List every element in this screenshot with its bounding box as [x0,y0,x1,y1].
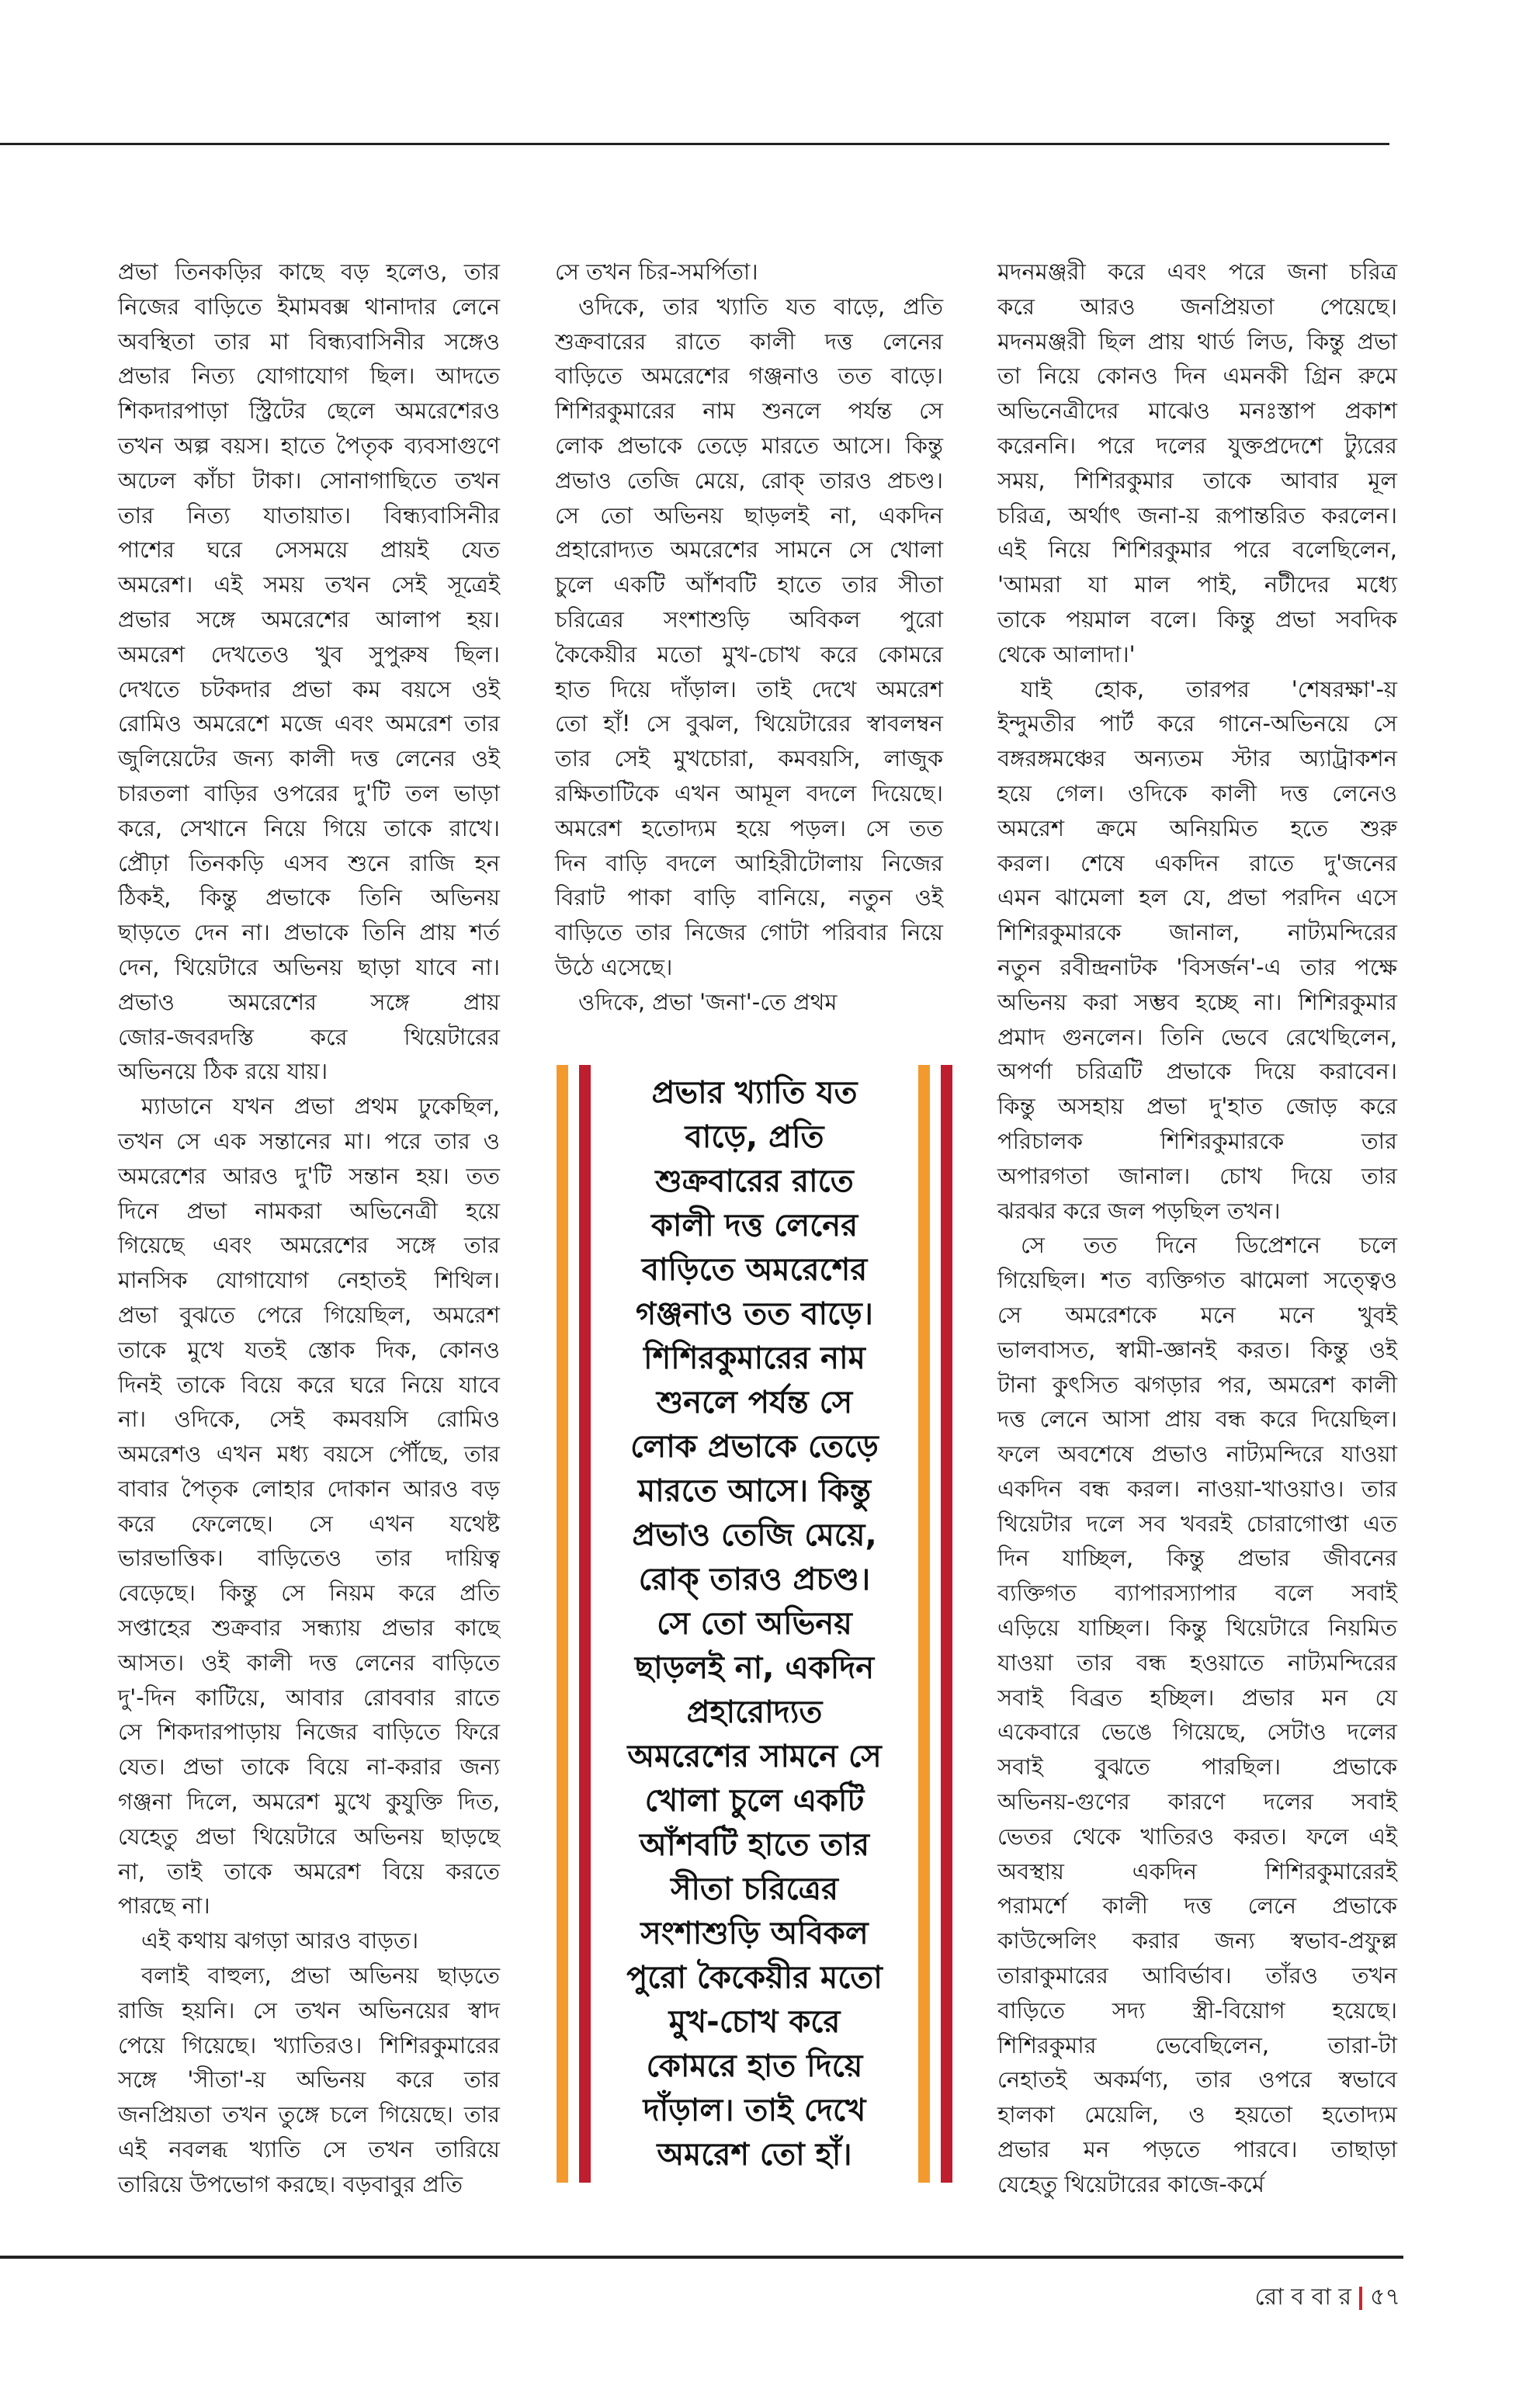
text-line: অভিনয়-গুণের কারণে দলের সবাই [997,1788,1397,1816]
pull-quote-orange-bar-left [557,1065,568,2183]
text-line: অমরেশ হতোদ্যম হয়ে পড়ল। সে তত [555,814,943,841]
text-line: তা নিয়ে কোনও দিন এমনকী গ্রিন রুমে [997,362,1397,390]
pull-quote-line: শুনলে পর্যন্ত সে [656,1385,853,1420]
text-line: চারতলা বাড়ির ওপরের দু'টি তল ভাড়া [118,779,500,806]
text-line: তারিয়ে উপভোগ করছে। বড়বাবুর প্রতি [118,2170,463,2197]
text-line: সময়, শিশিরকুমার তাকে আবার মূল [997,466,1397,494]
text-line: লোক প্রভাকে তেড়ে মারতে আসে। কিন্তু [555,432,943,459]
text-line: মানসিক যোগাযোগ নেহাতই শিথিল। [118,1267,500,1294]
text-line: মদনমঞ্জরী ছিল প্রায় থার্ড লিড, কিন্তু প্রভা [997,328,1397,355]
text-line: শুক্রবারের রাতে কালী দত্ত লেনের [555,328,943,355]
text-line: গিয়েছে এবং অমরেশের সঙ্গে তার [118,1232,500,1259]
text-line: শিশিরকুমারকে জানাল, নাট্যমন্দিরের [997,919,1397,946]
text-line: সবাই বিব্রত হচ্ছিল। প্রভার মন যে [997,1684,1397,1711]
text-line: নেহাতই অকর্মণ্য, তার ওপরে স্বভাবে [997,2066,1397,2093]
text-line: অবস্থিতা তার মা বিন্ধ্যবাসিনীর সঙ্গেও [118,328,500,355]
text-line: সে তো অভিনয় ছাড়লই না, একদিন [555,501,943,529]
pull-quote-orange-bar-right [918,1065,930,2183]
text-line: প্রহারোদ্যত অমরেশের সামনে সে খোলা [555,536,943,564]
text-line: কাউন্সেলিং করার জন্য স্বভাব-প্রফুল্ল [997,1927,1397,1954]
text-line: সে তখন চির-সমর্পিতা। [555,258,758,285]
text-line: একদিন বন্ধ করল। নাওয়া-খাওয়াও। তার [997,1475,1397,1502]
text-line: হালকা মেয়েলি, ও হয়তো হতোদ্যম [997,2101,1397,2128]
text-line: এই কথায় ঝগড়া আরও বাড়ত। [141,1927,419,1954]
text-line: ছাড়তে দেন না। প্রভাকে তিনি প্রায় শর্ত [118,919,500,946]
text-line: তাকে পয়মাল বলে। কিন্তু প্রভা সবদিক [997,605,1397,633]
text-line: প্রৌঢ়া তিনকড়ি এসব শুনে রাজি হন [118,849,500,876]
text-line: পরিচালক শিশিরকুমারকে তার [997,1127,1397,1154]
text-line: প্রভা বুঝতে পেরে গিয়েছিল, অমরেশ [118,1301,500,1328]
text-line: জনপ্রিয়তা তখন তুঙ্গে চলে গিয়েছে। তার [118,2101,500,2128]
text-line: হাত দিয়ে দাঁড়াল। তাই দেখে অমরেশ [555,675,943,702]
paragraph [118,255,500,1089]
text-line: অমরেশ। এই সময় তখন সেই সূত্রেই [118,571,500,598]
text-line: অপর্ণা চরিত্রটি প্রভাকে দিয়ে করাবেন। [997,1058,1397,1085]
text-line: ভালবাসত, স্বামী-জ্ঞানই করত। কিন্তু ওই [997,1336,1397,1363]
text-line: সে তত দিনে ডিপ্রেশনে চলে [1021,1232,1397,1259]
text-line: প্রভা তিনকড়ির কাছে বড় হলেও, তার [118,258,500,285]
text-line: ভেতর থেকে খাতিরও করত। ফলে এই [997,1822,1397,1850]
pull-quote-red-bar-right [941,1065,952,2183]
pull-quote-line: প্রভাও তেজি মেয়ে, [632,1517,877,1553]
pull-quote [557,1065,952,2183]
text-line: পাশের ঘরে সেসময়ে প্রায়ই যেত [118,536,500,564]
text-line: বলাই বাহুল্য, প্রভা অভিনয় ছাড়তে [141,1962,500,1989]
text-line: জুলিয়েটের জন্য কালী দত্ত লেনের ওই [118,745,500,772]
text-line: চরিত্র, অর্থাৎ জনা-য় রূপান্তরিত করলেন। [997,501,1397,529]
text-line: বঙ্গরঙ্গমঞ্চের অন্যতম স্টার অ্যাট্রাকশন [997,745,1397,772]
text-line: কিন্তু অসহায় প্রভা দু'হাত জোড় করে [997,1093,1397,1120]
text-line: পরামর্শে কালী দত্ত লেনে প্রভাকে [997,1892,1397,1920]
text-line: অমরেশ ক্রমে অনিয়মিত হতে শুরু [997,814,1397,841]
paragraph [555,290,943,985]
text-line: করল। শেষে একদিন রাতে দু'জনের [997,849,1397,876]
pull-quote-line: লোক প্রভাকে তেড়ে [630,1429,879,1465]
pull-quote-line: বাড়ে, প্রতি [685,1119,824,1155]
pull-quote-line: মুখ-চোখ করে [668,2004,841,2040]
text-line: প্রভার নিত্য যোগাযোগ ছিল। আদতে [118,362,500,390]
text-line: আসত। ওই কালী দত্ত লেনের বাড়িতে [118,1649,500,1676]
text-line: যাওয়া তার বন্ধ হওয়াতে নাট্যমন্দিরের [997,1649,1397,1676]
pull-quote-line: প্রহারোদ্যত [686,1694,823,1730]
text-line: গঞ্জনা দিলে, অমরেশ মুখে কুযুক্তি দিত, [118,1788,500,1816]
text-line: রক্ষিতাটিকে এখন আমূল বদলে দিয়েছে। [555,779,943,806]
pull-quote-line: সীতা চরিত্রের [671,1871,838,1907]
text-line: বিরাট পাকা বাড়ি বানিয়ে, নতুন ওই [555,884,943,911]
paragraph [118,1089,500,1923]
text-line: তখন সে এক সন্তানের মা। পরে তার ও [118,1127,500,1154]
text-line: দিন যাচ্ছিল, কিন্তু প্রভার জীবনের [997,1545,1397,1572]
text-line: নতুন রবীন্দ্রনাটক 'বিসর্জন'-এ তার পক্ষে [997,953,1397,980]
text-line: দেন, থিয়েটারে অভিনয় ছাড়া যাবে না। [118,953,500,980]
pull-quote-red-bar-left [579,1065,591,2183]
pull-quote-line: কোমরে হাত দিয়ে [646,2048,863,2084]
text-line: অপারগতা জানাল। চোখ দিয়ে তার [997,1162,1397,1189]
text-line: রোমিও অমরেশে মজে এবং অমরেশ তার [118,710,500,737]
publication-name: রো ব বা র [1254,2284,1352,2311]
text-line: বেড়েছে। কিন্তু সে নিয়ম করে প্রতি [118,1580,500,1607]
text-line: অভিনয় করা সম্ভব হচ্ছে না। শিশিরকুমার [997,988,1397,1015]
pull-quote-line: ছাড়লই না, একদিন [634,1650,875,1686]
text-line: তখন অল্প বয়স। হাতে পৈতৃক ব্যবসাগুণে [118,432,500,459]
text-line: শিশিরকুমারের নাম শুনলে পর্যন্ত সে [555,397,943,425]
text-line: থেকে আলাদা।' [997,640,1136,668]
paragraph [997,255,1397,672]
text-line: অমরেশের আরও দু'টি সন্তান হয়। তত [118,1162,500,1189]
text-line: সে শিকদারপাড়ায় নিজের বাড়িতে ফিরে [118,1718,500,1746]
top-rule [0,143,1389,145]
text-line: পারছে না। [118,1892,210,1920]
text-line: বাড়িতে সদ্য স্ত্রী-বিয়োগ হয়েছে। [997,1996,1397,2024]
pull-quote-line: খোলা চুলে একটি [644,1783,865,1819]
paragraph [555,985,943,1020]
text-line: শিকদারপাড়া স্ট্রিটের ছেলে অমরেশেরও [118,397,500,425]
text-line: ফলে অবশেষে প্রভাও নাট্যমন্দিরে যাওয়া [997,1441,1397,1468]
pull-quote-line: রোক্ তারও প্রচণ্ড। [638,1562,871,1597]
text-line: নিজের বাড়িতে ইমামবক্স থানাদার লেনে [118,293,500,320]
text-line: করে ফেলেছে। সে এখন যথেষ্ট [118,1510,500,1537]
paragraph [118,1923,500,1958]
pull-quote-line: অমরেশের সামনে সে [627,1739,882,1774]
text-line: সে অমরেশকে মনে মনে খুবই [997,1301,1397,1328]
pull-quote-line: মারতে আসে। কিন্তু [637,1473,872,1509]
text-line: সপ্তাহের শুক্রবার সন্ধ্যায় প্রভার কাছে [118,1614,500,1642]
text-line: টানা কুৎসিত ঝগড়ার পর, অমরেশ কালী [997,1371,1397,1398]
text-line: অভিনয়ে ঠিক রয়ে যায়। [118,1058,328,1085]
text-line: শিশিরকুমার ভেবেছিলেন, তারা-টা [997,2031,1397,2058]
text-line: গিয়েছিল। শত ব্যক্তিগত ঝামেলা সত্ত্বেও [997,1267,1397,1294]
text-line: চরিত্রের সংশাশুড়ি অবিকল পুরো [555,605,943,633]
text-line: হয়ে গেল। ওদিকে কালী দত্ত লেনেও [997,779,1397,806]
text-line: ভারভাত্তিক। বাড়িতেও তার দায়িত্ব [118,1545,500,1572]
text-line: ওদিকে, প্রভা 'জনা'-তে প্রথম [578,988,838,1015]
text-line: এড়িয়ে যাচ্ছিল। কিন্তু থিয়েটারে নিয়মিত [997,1614,1397,1642]
text-line: ঠিকই, কিন্তু প্রভাকে তিনি অভিনয় [118,884,500,911]
text-column-3 [997,255,1397,2202]
text-line: দেখতে চটকদার প্রভা কম বয়সে ওই [118,675,500,702]
text-column-2 [555,255,943,1020]
text-line: যেত। প্রভা তাকে বিয়ে না-করার জন্য [118,1753,500,1781]
text-line: জোর-জবরদস্তি করে থিয়েটারের [118,1023,500,1050]
paragraph [997,1228,1397,2201]
text-line: প্রমাদ গুনলেন। তিনি ভেবে রেখেছিলেন, [997,1023,1397,1050]
text-line: তার সেই মুখচোরা, কমবয়সি, লাজুক [555,745,943,772]
text-line: দিন বাড়ি বদলে আহিরীটোলায় নিজের [555,849,943,876]
text-line: বাড়িতে তার নিজের গোটা পরিবার নিয়ে [555,919,943,946]
paragraph [555,255,943,290]
page-footer [1254,2278,1400,2318]
text-line: প্রভাও অমরেশের সঙ্গে প্রায় [118,988,500,1015]
pull-quote-line: কালী দত্ত লেনের [650,1208,858,1243]
footer-separator [1359,2287,1362,2310]
bottom-rule [0,2256,1403,2259]
paragraph [118,1958,500,2202]
text-line: ঝরঝর করে জল পড়ছিল তখন। [997,1197,1281,1224]
text-line: উঠে এসেছে। [555,953,673,980]
text-column-1 [118,255,500,2202]
text-line: যেহেতু থিয়েটারের কাজে-কর্মে [997,2170,1264,2197]
pull-quote-line: বাড়িতে অমরেশের [641,1252,868,1288]
text-line: অভিনেত্রীদের মাঝেও মনঃস্তাপ প্রকাশ [997,397,1397,425]
text-line: বাড়িতে অমরেশের গঞ্জনাও তত বাড়ে। [555,362,943,390]
text-line: অবস্থায় একদিন শিশিরকুমারেরই [997,1857,1397,1885]
text-line: তারাকুমারের আবির্ভাব। তাঁরও তখন [997,1962,1397,1989]
pull-quote-line: সংশাশুড়ি অবিকল [640,1916,869,1951]
text-line: অমরেশ দেখতেও খুব সুপুরুষ ছিল। [118,640,500,668]
text-line: তাকে মুখে যতই স্তোক দিক, কোনও [118,1336,500,1363]
text-line: কৈকেয়ীর মতো মুখ-চোখ করে কোমরে [555,640,943,668]
text-line: চুলে একটি আঁশবটি হাতে তার সীতা [555,571,943,598]
text-line: অঢেল কাঁচা টাকা। সোনাগাছিতে তখন [118,466,500,494]
text-line: অমরেশও এখন মধ্য বয়সে পৌঁছে, তার [118,1441,500,1468]
text-line: দিনে প্রভা নামকরা অভিনেত্রী হয়ে [118,1197,500,1224]
pull-quote-line: শুক্রবারের রাতে [655,1164,854,1199]
pull-quote-line: গঞ্জনাও তত বাড়ে। [636,1296,873,1332]
text-line: করে, সেখানে নিয়ে গিয়ে তাকে রাখে। [118,814,500,841]
text-line: তো হাঁ! সে বুঝল, থিয়েটারের স্বাবলম্বন [555,710,943,737]
text-line: এমন ঝামেলা হল যে, প্রভা পরদিন এসে [997,884,1397,911]
text-line: বাবার পৈতৃক লোহার দোকান আরও বড় [118,1475,500,1502]
text-line: সঙ্গে 'সীতা'-য় অভিনয় করে তার [118,2066,500,2093]
pull-quote-line: পুরো কৈকেয়ীর মতো [626,1960,883,1996]
pull-quote-text [595,1071,914,2177]
text-line: যেহেতু প্রভা থিয়েটারে অভিনয় ছাড়ছে [118,1822,500,1850]
text-line: দু'-দিন কাটিয়ে, আবার রোববার রাতে [118,1684,500,1711]
text-line: সবাই বুঝতে পারছিল। প্রভাকে [997,1753,1397,1781]
pull-quote-line: আঁশবটি হাতে তার [640,1827,869,1863]
text-line: ওদিকে, তার খ্যাতি যত বাড়ে, প্রতি [578,293,943,320]
text-line: ইন্দুমতীর পার্ট করে গানে-অভিনয়ে সে [997,710,1397,737]
text-line: পেয়ে গিয়েছে। খ্যাতিরও। শিশিরকুমারের [118,2031,500,2058]
pull-quote-line: দাঁড়াল। তাই দেখে [643,2093,866,2128]
text-line: যাই হোক, তারপর 'শেষরক্ষা'-য় [1021,675,1397,702]
text-line: তার নিত্য যাতায়াত। বিন্ধ্যবাসিনীর [118,501,500,529]
text-line: 'আমরা যা মাল পাই, নটীদের মধ্যে [997,571,1397,598]
paragraph [997,672,1397,1229]
text-line: প্রভার মন পড়তে পারবে। তাছাড়া [997,2136,1397,2163]
text-line: এই নিয়ে শিশিরকুমার পরে বলেছিলেন, [997,536,1397,564]
text-line: এই নবলব্ধ খ্যাতি সে তখন তারিয়ে [118,2136,500,2163]
text-line: ব্যক্তিগত ব্যাপারস্যাপার বলে সবাই [997,1580,1397,1607]
pull-quote-line: অমরেশ তো হাঁ। [657,2137,852,2173]
text-line: থিয়েটার দলে সব খবরই চোরাগোপ্তা এত [997,1510,1397,1537]
text-line: রাজি হয়নি। সে তখন অভিনয়ের স্বাদ [118,1996,500,2024]
text-line: ম্যাডানে যখন প্রভা প্রথম ঢুকেছিল, [141,1093,500,1120]
text-line: একেবারে ভেঙে গিয়েছে, সেটাও দলের [997,1718,1397,1746]
text-line: প্রভাও তেজি মেয়ে, রোক্ তারও প্রচণ্ড। [555,466,943,494]
pull-quote-line: শিশিরকুমারের নাম [643,1340,865,1376]
text-line: মদনমঞ্জরী করে এবং পরে জনা চরিত্র [997,258,1397,285]
page-number: ৫৭ [1370,2284,1400,2311]
pull-quote-line: প্রভার খ্যাতি যত [651,1075,858,1111]
text-line: না, তাই তাকে অমরেশ বিয়ে করতে [118,1857,500,1885]
pull-quote-line: সে তো অভিনয় [657,1606,852,1642]
text-line: দত্ত লেনে আসা প্রায় বন্ধ করে দিয়েছিল। [997,1406,1397,1433]
text-line: দিনই তাকে বিয়ে করে ঘরে নিয়ে যাবে [118,1371,500,1398]
text-line: না। ওদিকে, সেই কমবয়সি রোমিও [118,1406,500,1433]
text-line: প্রভার সঙ্গে অমরেশের আলাপ হয়। [118,605,500,633]
text-line: করে আরও জনপ্রিয়তা পেয়েছে। [997,293,1397,320]
text-line: করেননি। পরে দলের যুক্তপ্রদেশে ট্যুরের [997,432,1397,459]
